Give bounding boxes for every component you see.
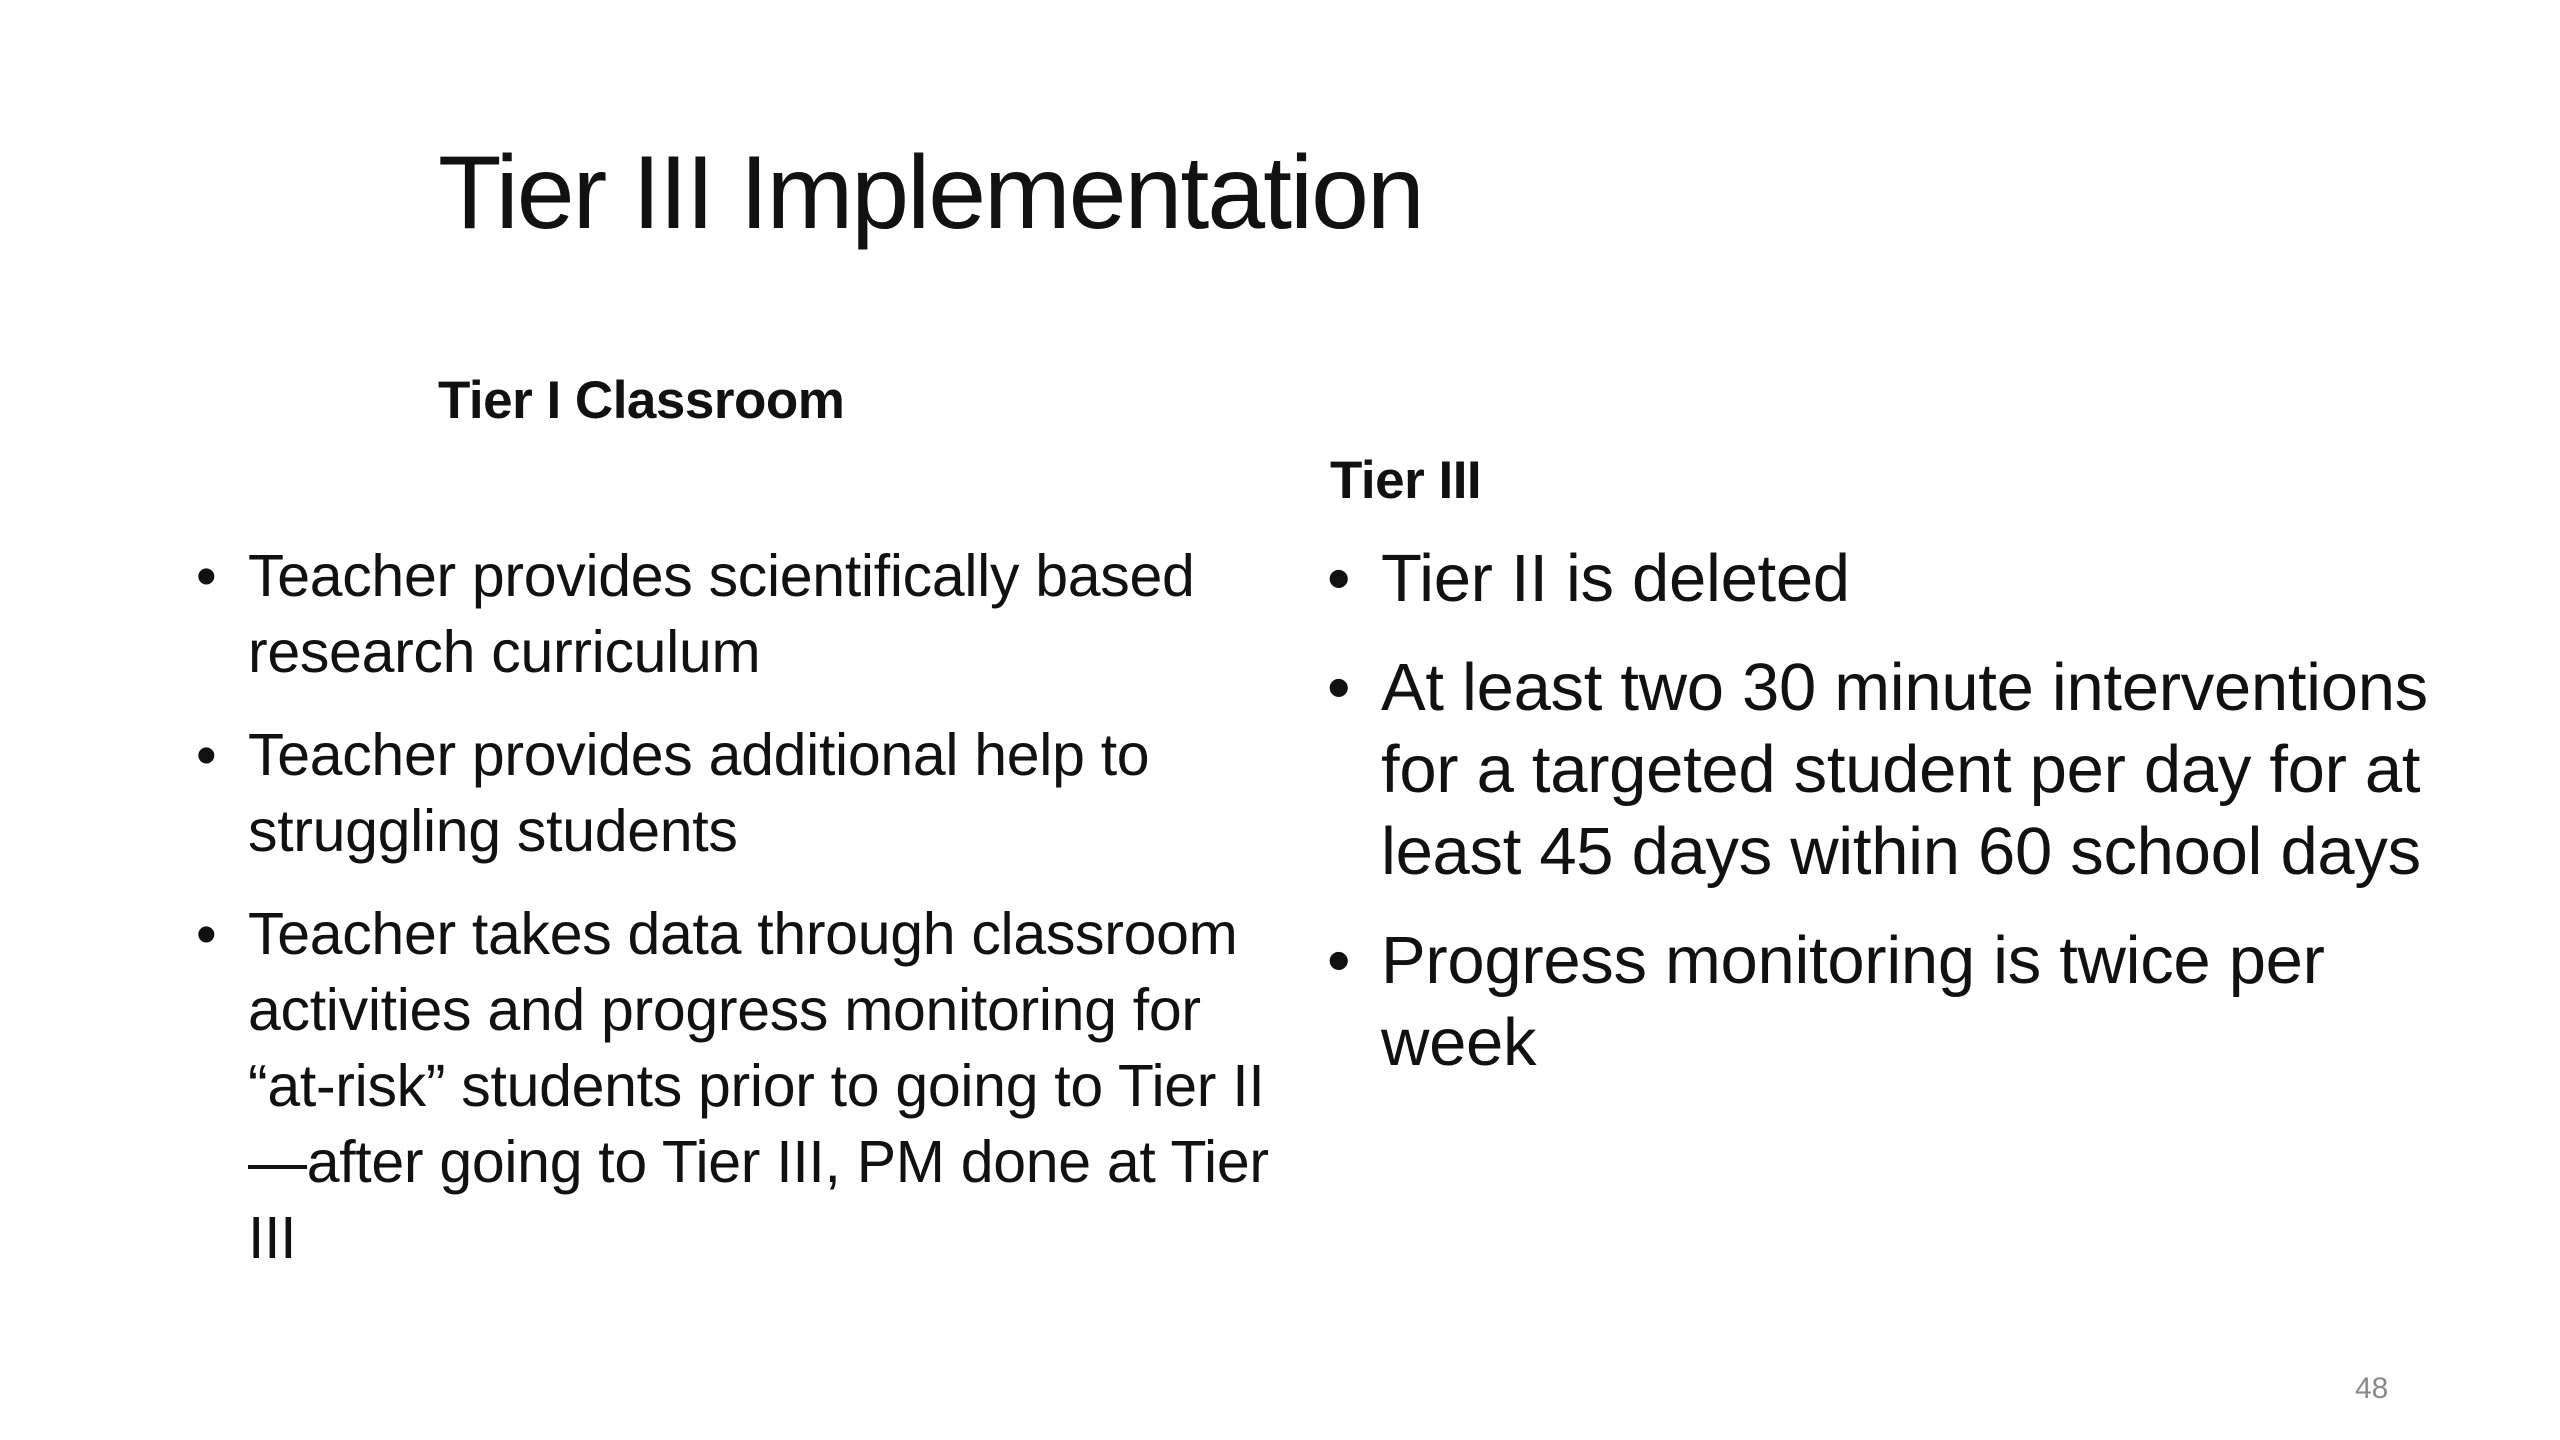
left-bullet-list bbox=[196, 538, 1276, 1303]
list-item: • Teacher takes data through classroom activities and progress monitoring for “at-risk” students prior to going to Tier II—after going to Tier III, PM done at Tier III bbox=[196, 896, 1276, 1276]
right-column-heading: Tier III bbox=[1330, 451, 1482, 510]
right-bullet-list bbox=[1327, 538, 2447, 1111]
slide-title: Tier III Implementation bbox=[438, 135, 1423, 251]
list-item: • Teacher provides scientifically based research curriculum bbox=[196, 538, 1276, 690]
left-column-heading: Tier I Classroom bbox=[438, 371, 845, 430]
list-item: • Teacher provides additional help to struggling students bbox=[196, 717, 1276, 869]
page-number: 48 bbox=[2355, 1372, 2389, 1405]
list-item: • At least two 30 minute interventions for a targeted student per day for at least 45 days within 60 school days bbox=[1327, 647, 2447, 893]
list-item: • Tier II is deleted bbox=[1327, 538, 2447, 620]
list-item: • Progress monitoring is twice per week bbox=[1327, 920, 2447, 1084]
